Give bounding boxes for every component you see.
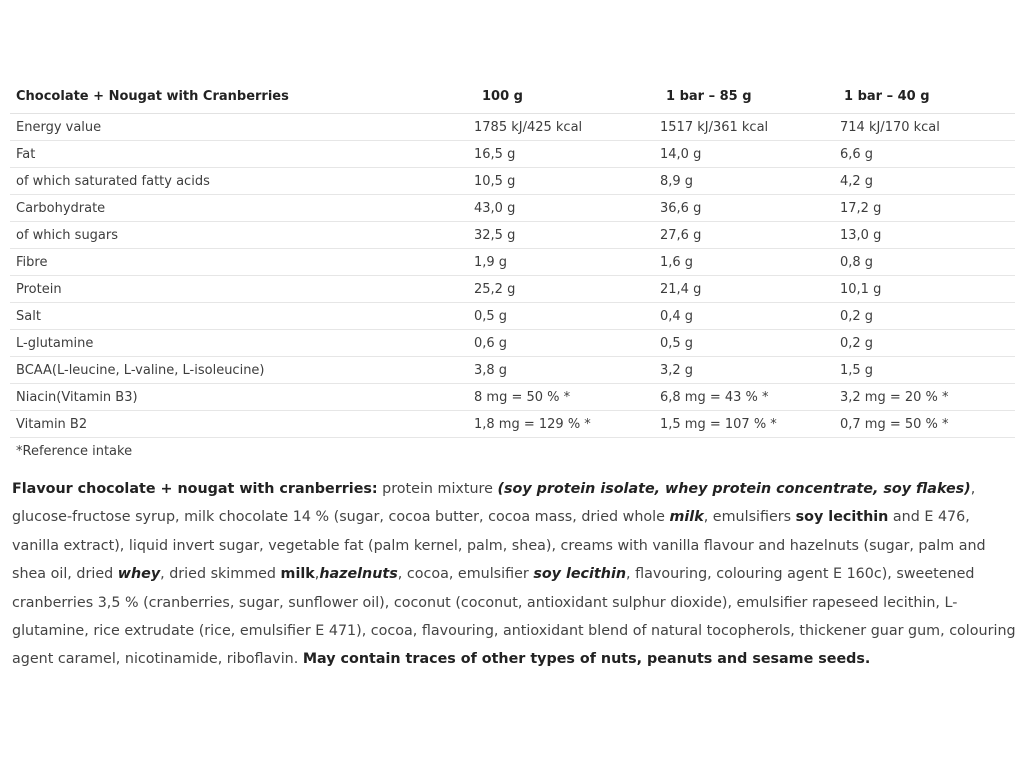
ingredients-allergen: hazelnuts — [319, 566, 398, 583]
ingredients-text: , emulsifiers — [703, 509, 796, 526]
nutrition-table — [10, 79, 1015, 464]
value-85g: 14,0 g — [654, 141, 834, 168]
ingredients-paragraph — [12, 475, 1017, 674]
value-40g: 0,2 g — [834, 330, 1015, 357]
nutrient-name: Fat — [10, 141, 468, 168]
nutrient-name: Fibre — [10, 249, 468, 276]
table-row — [10, 168, 1015, 195]
value-100g: 1,8 mg = 129 % * — [468, 411, 654, 438]
value-85g: 1517 kJ/361 kcal — [654, 114, 834, 141]
value-85g: 21,4 g — [654, 276, 834, 303]
ingredients-text: , glucose-fructose syrup, milk chocolate 14 % (sugar, cocoa butter, cocoa mass, dried whole — [12, 481, 976, 526]
value-100g: 16,5 g — [468, 141, 654, 168]
nutrient-name: of which saturated fatty acids — [10, 168, 468, 195]
value-40g: 0,7 mg = 50 % * — [834, 411, 1015, 438]
nutrient-name: Salt — [10, 303, 468, 330]
value-100g: 43,0 g — [468, 195, 654, 222]
table-row — [10, 330, 1015, 357]
value-85g: 8,9 g — [654, 168, 834, 195]
ingredients-allergen: milk — [280, 566, 315, 583]
ingredients-text: , cocoa, emulsifier — [397, 566, 534, 583]
value-85g: 27,6 g — [654, 222, 834, 249]
ingredients-text: , flavouring, colouring agent E 160c), sweetened cranberries 3,5 % (cranberries, sugar, sunflower oil), coconut (coconut, antioxidant sulphur dioxide), emulsifier rapeseed lecithin, L-glutamine, rice extrudate (rice, emulsifier E 471), cocoa, flavouring, antioxidant blend of natural tocopherols, thickener guar gum, colouring agent caramel, nicotinamide, riboflavin. — [12, 566, 1016, 668]
value-100g: 0,6 g — [468, 330, 654, 357]
ingredients-allergen: soy lecithin — [795, 509, 889, 526]
reference-intake-note: *Reference intake — [16, 443, 133, 459]
header-per-bar-85g: 1 bar – 85 g — [654, 79, 834, 114]
allergen-warning: May contain traces of other types of nuts, peanuts and sesame seeds. — [302, 651, 871, 668]
header-per-100g: 100 g — [468, 79, 654, 114]
value-40g: 714 kJ/170 kcal — [834, 114, 1015, 141]
ingredients-allergen: milk — [669, 509, 704, 526]
value-40g: 13,0 g — [834, 222, 1015, 249]
table-row — [10, 276, 1015, 303]
nutrient-name: Vitamin B2 — [10, 411, 468, 438]
value-100g: 10,5 g — [468, 168, 654, 195]
ingredients-text: , — [314, 566, 320, 583]
table-row — [10, 141, 1015, 168]
nutrient-name: BCAA(L-leucine, L-valine, L-isoleucine) — [10, 357, 468, 384]
table-row — [10, 114, 1015, 141]
value-40g: 17,2 g — [834, 195, 1015, 222]
value-100g: 32,5 g — [468, 222, 654, 249]
value-40g: 0,2 g — [834, 303, 1015, 330]
value-85g: 0,5 g — [654, 330, 834, 357]
nutrient-name: Protein — [10, 276, 468, 303]
value-85g: 36,6 g — [654, 195, 834, 222]
ingredients-text: and E 476, vanilla extract), liquid invert sugar, vegetable fat (palm kernel, palm, shea), creams with vanilla flavour and hazelnuts (sugar, palm and shea oil, dried — [12, 509, 986, 583]
value-40g: 3,2 mg = 20 % * — [834, 384, 1015, 411]
ingredients-heading: Flavour chocolate + nougat with cranberries: — [12, 481, 378, 497]
header-per-bar-40g: 1 bar – 40 g — [834, 79, 1015, 114]
table-row — [10, 411, 1015, 438]
ingredients-text: , dried skimmed — [160, 566, 281, 583]
nutrient-name: Energy value — [10, 114, 468, 141]
value-85g: 0,4 g — [654, 303, 834, 330]
ingredients-allergen: soy lecithin — [533, 566, 627, 583]
value-100g: 1,9 g — [468, 249, 654, 276]
value-85g: 6,8 mg = 43 % * — [654, 384, 834, 411]
table-row — [10, 222, 1015, 249]
value-85g: 1,6 g — [654, 249, 834, 276]
value-40g: 10,1 g — [834, 276, 1015, 303]
reference-note-row — [10, 438, 1015, 465]
nutrient-name: of which sugars — [10, 222, 468, 249]
table-body — [10, 114, 1015, 465]
table-row — [10, 303, 1015, 330]
nutrient-name: Niacin(Vitamin B3) — [10, 384, 468, 411]
value-40g: 4,2 g — [834, 168, 1015, 195]
ingredients-allergen: (soy protein isolate, whey protein concentrate, soy flakes) — [497, 481, 971, 497]
table-row — [10, 384, 1015, 411]
value-40g: 1,5 g — [834, 357, 1015, 384]
value-100g: 1785 kJ/425 kcal — [468, 114, 654, 141]
value-100g: 8 mg = 50 % * — [468, 384, 654, 411]
value-85g: 3,2 g — [654, 357, 834, 384]
value-100g: 3,8 g — [468, 357, 654, 384]
table-row — [10, 195, 1015, 222]
nutrient-name: L-glutamine — [10, 330, 468, 357]
ingredients-text: protein mixture — [377, 481, 498, 497]
table-row — [10, 249, 1015, 276]
value-40g: 0,8 g — [834, 249, 1015, 276]
value-100g: 0,5 g — [468, 303, 654, 330]
value-40g: 6,6 g — [834, 141, 1015, 168]
table-row — [10, 357, 1015, 384]
value-85g: 1,5 mg = 107 % * — [654, 411, 834, 438]
table-header-row — [10, 79, 1015, 114]
ingredients-allergen: whey — [117, 566, 161, 583]
nutrient-name: Carbohydrate — [10, 195, 468, 222]
header-product-name: Chocolate + Nougat with Cranberries — [10, 79, 468, 114]
value-100g: 25,2 g — [468, 276, 654, 303]
